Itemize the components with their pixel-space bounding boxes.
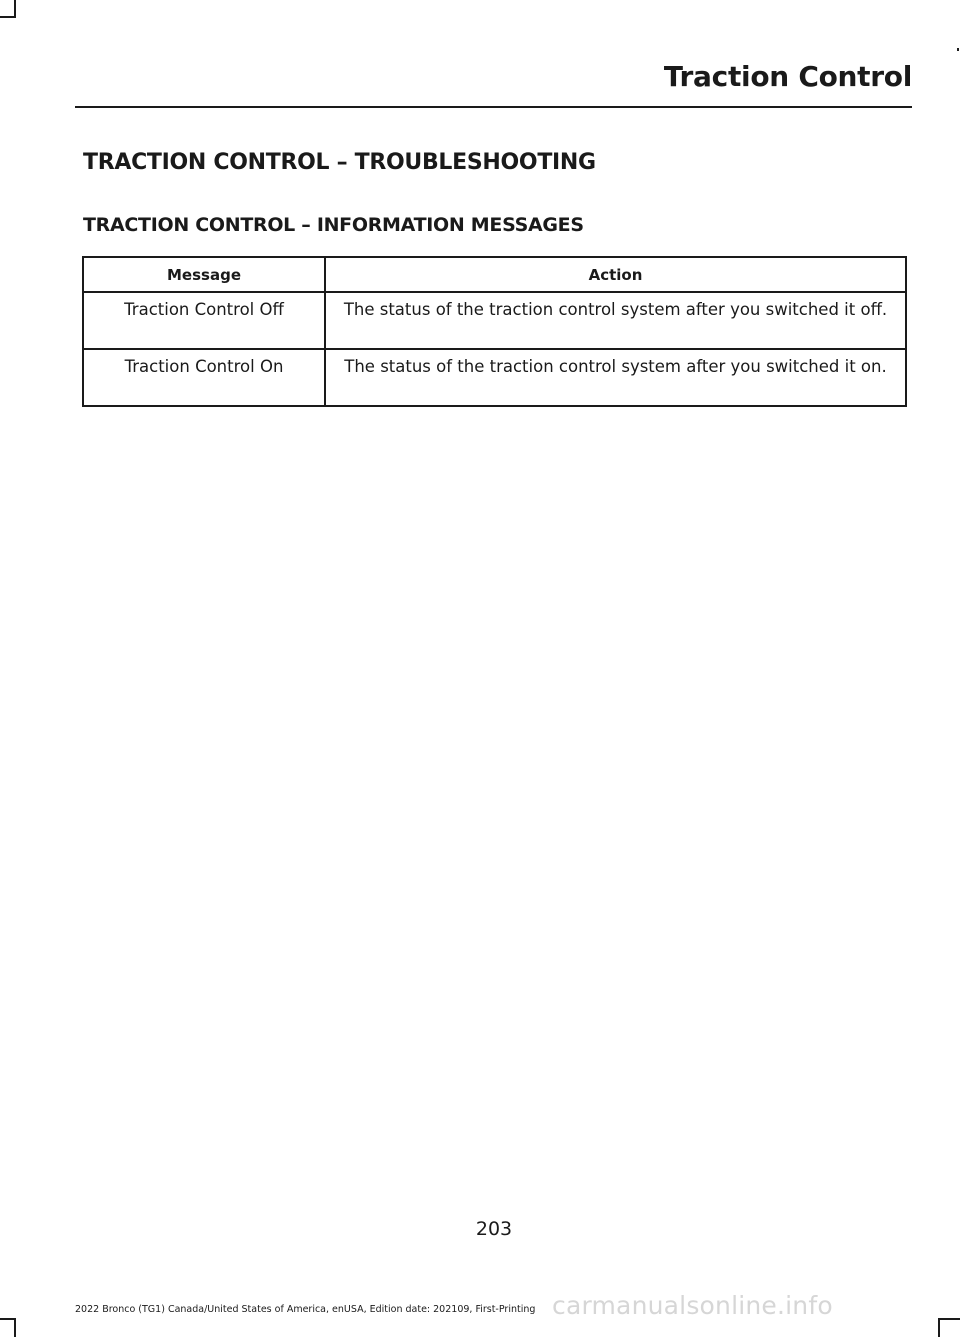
information-messages-table (82, 256, 907, 407)
crop-mark-top-right (957, 48, 959, 51)
crop-mark-bottom-right-vertical (938, 1318, 940, 1337)
page-header-title: Traction Control (663, 60, 912, 93)
message-cell: Traction Control On (83, 349, 325, 406)
subsection-title: TRACTION CONTROL – INFORMATION MESSAGES (83, 214, 584, 236)
edition-footer: 2022 Bronco (TG1) Canada/United States of America, enUSA, Edition date: 202109, First-Printing (75, 1304, 536, 1315)
column-header-message: Message (83, 257, 325, 292)
crop-mark-bottom-right-horizontal (938, 1318, 960, 1320)
watermark: carmanualsonline.info (552, 1291, 833, 1320)
table-row (83, 292, 906, 349)
page-number: 203 (475, 1218, 513, 1240)
table-row (83, 349, 906, 406)
action-cell: The status of the traction control system after you switched it on. (325, 349, 906, 406)
table-header-row (83, 257, 906, 292)
crop-mark-top-left-horizontal (0, 16, 16, 18)
crop-mark-bottom-left-vertical (14, 1318, 16, 1337)
action-cell: The status of the traction control system after you switched it off. (325, 292, 906, 349)
column-header-action: Action (325, 257, 906, 292)
section-title: TRACTION CONTROL – TROUBLESHOOTING (83, 150, 596, 175)
message-cell: Traction Control Off (83, 292, 325, 349)
crop-mark-bottom-left-horizontal (0, 1318, 16, 1320)
header-divider (75, 106, 912, 108)
